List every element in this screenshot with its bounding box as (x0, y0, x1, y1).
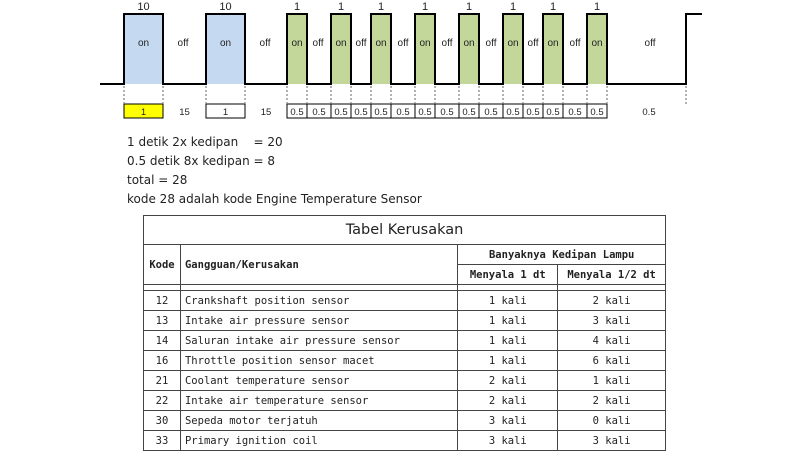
pulse-fill (331, 14, 351, 84)
header-menyala-1: Menyala 1 dt (458, 265, 558, 285)
timing-value: 0.5 (312, 107, 326, 118)
timing-value: 0.5 (506, 107, 520, 118)
header-kode: Kode (144, 245, 181, 285)
pulse-fill (287, 14, 307, 84)
row-gangguan: Sepeda motor terjatuh (180, 411, 457, 431)
pulse-on-label: on (137, 38, 150, 49)
row-menyala-1: 1 kali (458, 331, 558, 351)
pulse-count-label: 1 (337, 1, 345, 13)
row-menyala-1: 2 kali (458, 391, 558, 411)
table-row (144, 311, 666, 331)
header-gangguan: Gangguan/Kerusakan (180, 245, 457, 285)
timing-value: 0.5 (418, 107, 432, 118)
note-line-1: 1 detik 2x kedipan = 20 (127, 135, 283, 149)
pulse-count-label: 1 (593, 1, 601, 13)
pulse-off-label: off (485, 38, 497, 49)
trouble-code-table (143, 215, 666, 451)
pulse-fill (415, 14, 435, 84)
pulse-fill (206, 14, 245, 84)
timing-value: 0.5 (590, 107, 604, 118)
pulse-fill (371, 14, 391, 84)
table-row (144, 351, 666, 371)
table-row (144, 391, 666, 411)
calculation-notes (127, 133, 422, 209)
pulse-count-label: 1 (509, 1, 517, 13)
timing-value: 0.5 (546, 107, 560, 118)
pulse-count-label: 1 (421, 1, 429, 13)
table-row (144, 371, 666, 391)
timing-value: 0.5 (334, 107, 348, 118)
row-gangguan: Intake air temperature sensor (180, 391, 457, 411)
table-row (144, 291, 666, 311)
row-menyala-half: 2 kali (558, 391, 666, 411)
row-menyala-half: 4 kali (558, 331, 666, 351)
pulse-fill (503, 14, 523, 84)
pulse-count-label: 10 (219, 1, 232, 13)
row-menyala-half: 1 kali (558, 371, 666, 391)
pulse-fill (124, 14, 163, 84)
pulse-count-label: 1 (293, 1, 301, 13)
row-kode: 13 (144, 311, 181, 331)
timing-value: 0.5 (290, 107, 304, 118)
row-menyala-1: 3 kali (458, 431, 558, 451)
pulse-count-label: 1 (549, 1, 557, 13)
timing-value: 0.5 (526, 107, 540, 118)
row-kode: 16 (144, 351, 181, 371)
row-kode: 30 (144, 411, 181, 431)
row-menyala-half: 2 kali (558, 291, 666, 311)
pulse-on-label: on (507, 38, 519, 49)
pulse-off-label: off (177, 38, 189, 49)
row-kode: 33 (144, 431, 181, 451)
timing-value: 0.5 (484, 107, 498, 118)
row-kode: 14 (144, 331, 181, 351)
row-kode: 22 (144, 391, 181, 411)
pulse-off-label: off (569, 38, 581, 49)
note-line-3: total = 28 (127, 173, 188, 187)
note-line-2: 0.5 detik 8x kedipan = 8 (127, 154, 276, 168)
timing-value: 0.5 (462, 107, 476, 118)
table-row (144, 411, 666, 431)
row-kode: 21 (144, 371, 181, 391)
blink-timing-diagram (0, 0, 800, 128)
pulse-on-label: on (591, 38, 603, 49)
pulse-fill (587, 14, 607, 84)
pulse-fill (543, 14, 563, 84)
header-menyala-half: Menyala 1/2 dt (558, 265, 666, 285)
pulse-fill (459, 14, 479, 84)
timing-value: 0.5 (354, 107, 368, 118)
row-menyala-half: 3 kali (558, 431, 666, 451)
row-gangguan: Saluran intake air pressure sensor (180, 331, 457, 351)
timing-value: 0.5 (396, 107, 410, 118)
pulse-off-label: off (644, 38, 656, 49)
table-row (144, 331, 666, 351)
table-title: Tabel Kerusakan (144, 216, 666, 245)
timing-value: 0.5 (568, 107, 582, 118)
timing-value: 1 (140, 107, 147, 118)
row-gangguan: Throttle position sensor macet (180, 351, 457, 371)
pulse-on-label: on (335, 38, 347, 49)
row-kode: 12 (144, 291, 181, 311)
pulse-count-label: 1 (377, 1, 385, 13)
row-gangguan: Primary ignition coil (180, 431, 457, 451)
timing-value: 0.5 (374, 107, 388, 118)
row-menyala-half: 6 kali (558, 351, 666, 371)
pulse-off-label: off (312, 38, 324, 49)
pulse-on-label: on (291, 38, 303, 49)
row-menyala-1: 1 kali (458, 351, 558, 371)
signal-waveform (100, 14, 702, 84)
pulse-off-label: off (355, 38, 367, 49)
timing-value: 15 (260, 107, 272, 118)
timing-value: 1 (222, 107, 229, 118)
pulse-on-label: on (463, 38, 475, 49)
row-gangguan: Coolant temperature sensor (180, 371, 457, 391)
pulse-off-label: off (397, 38, 409, 49)
row-menyala-1: 2 kali (458, 371, 558, 391)
timing-value: 0.5 (642, 107, 656, 118)
pulse-on-label: on (419, 38, 431, 49)
row-menyala-1: 1 kali (458, 291, 558, 311)
pulse-on-label: on (375, 38, 387, 49)
row-menyala-1: 1 kali (458, 311, 558, 331)
pulse-on-label: on (219, 38, 232, 49)
timing-value: 15 (179, 107, 190, 118)
pulse-count-label: 1 (465, 1, 473, 13)
pulse-count-label: 10 (137, 1, 150, 13)
row-gangguan: Intake air pressure sensor (180, 311, 457, 331)
row-menyala-half: 0 kali (558, 411, 666, 431)
header-banyak-kedipan: Banyaknya Kedipan Lampu (458, 245, 666, 265)
note-line-4: kode 28 adalah kode Engine Temperature Sensor (127, 192, 422, 206)
table-row (144, 431, 666, 451)
timing-value: 0.5 (440, 107, 454, 118)
row-menyala-1: 3 kali (458, 411, 558, 431)
pulse-on-label: on (547, 38, 559, 49)
pulse-off-label: off (441, 38, 453, 49)
pulse-off-label: off (259, 38, 271, 49)
pulse-off-label: off (527, 38, 539, 49)
row-gangguan: Crankshaft position sensor (180, 291, 457, 311)
row-menyala-half: 3 kali (558, 311, 666, 331)
